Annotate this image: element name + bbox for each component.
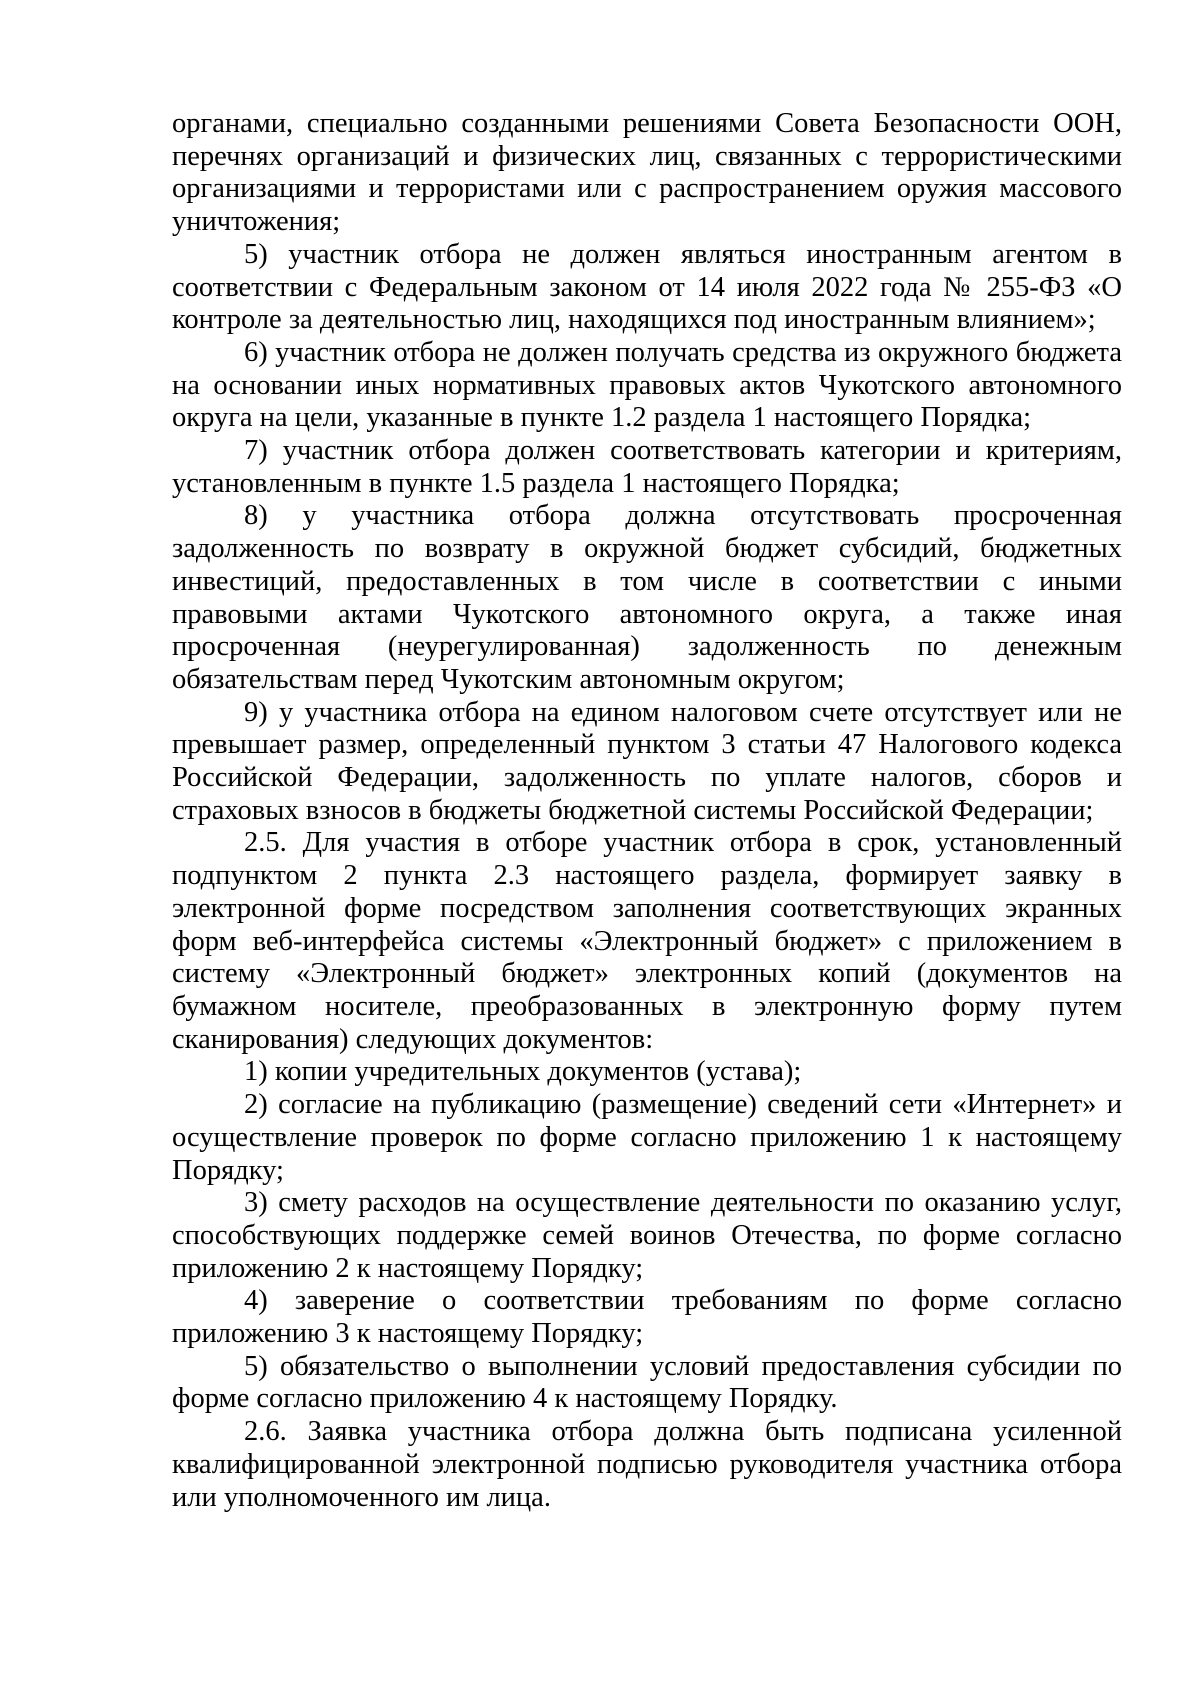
paragraph-item-5-foreign-agent: 5) участник отбора не должен являться иностранным агентом в соответствии с Федеральным законом от 14 июля 2022 года № 255-ФЗ «О контроле за деятельностью лиц, находящихся под иностранным влиянием»; [172, 238, 1122, 336]
paragraph-doc-2-publication-consent: 2) согласие на публикацию (размещение) сведений сети «Интернет» и осуществление проверок по форме согласно приложению 1 к настоящему Порядку; [172, 1089, 1122, 1186]
paragraph-doc-3-expense-estimate: 3) смету расходов на осуществление деятельности по оказанию услуг, способствующих поддержке семей воинов Отечества, по форме согласно приложению 2 к настоящему Порядку; [172, 1187, 1122, 1284]
paragraph-2-6-signature-requirement: 2.6. Заявка участника отбора должна быть подписана усиленной квалифицированной электронной подписью руководителя участника отбора или уполномоченного им лица. [172, 1416, 1122, 1513]
paragraph-doc-5-obligation: 5) обязательство о выполнении условий предоставления субсидии по форме согласно приложению 4 к настоящему Порядку. [172, 1350, 1122, 1415]
paragraph-doc-1-charter-copies: 1) копии учредительных документов (устава); [244, 1056, 802, 1088]
paragraph-item-9-tax-debt: 9) у участника отбора на едином налоговом счете отсутствует или не превышает размер, определенный пунктом 3 статьи 47 Налогового кодекса Российской Федерации, задолженность по уплате налогов, сборов и страховых взносов в бюджеты бюджетной системы Российской Федерации; [172, 696, 1122, 826]
paragraph-item-6-other-budget-funds: 6) участник отбора не должен получать средства из окружного бюджета на основании иных нормативных правовых актов Чукотского автономного округа на цели, указанные в пункте 1.2 раздела 1 настоящего Порядка; [172, 336, 1122, 434]
paragraph-2-5-application-submission: 2.5. Для участия в отборе участник отбора в срок, установленный подпунктом 2 пункта 2.3 настоящего раздела, формирует заявку в электронной форме посредством заполнения соответствующих экранных форм веб-интерфейса системы «Электронный бюджет» с приложением в систему «Электронный бюджет» электронных копий (документов на бумажном носителе, преобразованных в электронную форму путем сканирования) следующих документов: [172, 827, 1122, 1055]
paragraph-item-8-overdue-debt: 8) у участника отбора должна отсутствовать просроченная задолженность по возврату в окружной бюджет субсидий, бюджетных инвестиций, предоставленных в том числе в соответствии с иными правовыми актами Чукотского автономного округа, а также иная просроченная (неурегулированная) задолженность по денежным обязательствам перед Чукотским автономным округом; [172, 500, 1122, 695]
paragraph-sanctions-lists: органами, специально созданными решениями Совета Безопасности ООН, перечнях организаций и физических лиц, связанных с террористическими организациями и террористами или с распространением оружия массового уничтожения; [172, 108, 1122, 238]
paragraph-doc-4-compliance-assurance: 4) заверение о соответствии требованиям по форме согласно приложению 3 к настоящему Порядку; [172, 1285, 1122, 1350]
paragraph-item-7-category-criteria: 7) участник отбора должен соответствовать категории и критериям, установленным в пункте 1.5 раздела 1 настоящего Порядка; [172, 435, 1122, 499]
document-page [172, 108, 1122, 1514]
